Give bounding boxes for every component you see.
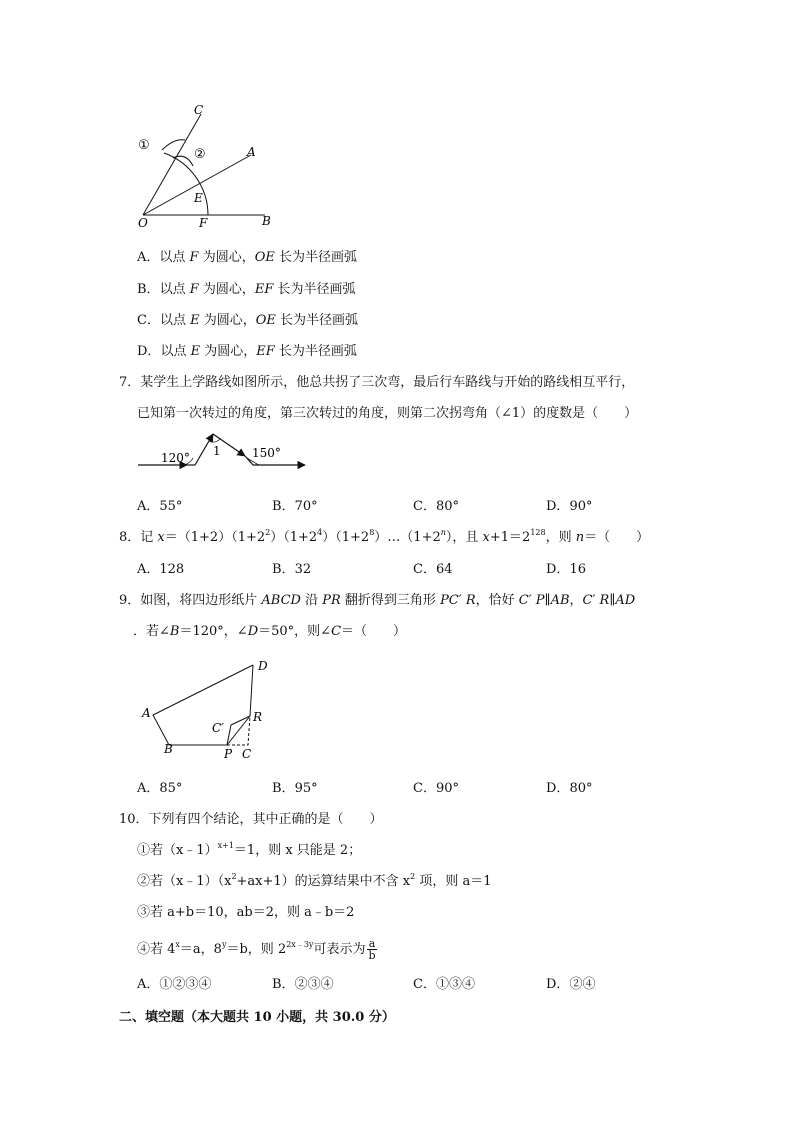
label-f: F — [199, 216, 208, 230]
q6-figure — [130, 100, 280, 230]
q9-option-c: C．90° — [413, 781, 459, 796]
q9-option-a: A．85° — [137, 781, 183, 796]
q7-figure — [135, 428, 315, 480]
label-a: A — [142, 706, 151, 720]
q8-option-d: D．16 — [546, 562, 586, 577]
label-cp: C′ — [212, 721, 224, 735]
q6-option-a: A．以点 F 为圆心，OE 长为半径画弧 — [137, 250, 357, 265]
q7-stem-line1: 7．某学生上学路线如图所示，他总共拐了三次弯，最后行车路线与开始的路线相互平行， — [119, 375, 635, 390]
side-dr — [250, 665, 253, 716]
label-b: B — [262, 214, 271, 228]
side-cpr — [231, 716, 250, 725]
q8-stem: 8．记 $x=(1+2)(1+2^2)(1+2^4)(1+2^8)\dots(1+2^n)$，且 $x+1=2^{128}$，则 n＝（ ） — [119, 528, 650, 545]
label-a: A — [247, 145, 256, 159]
fraction-a-over-b: $\frac{a}{b}$ — [368, 937, 376, 962]
q8-option-a: A．128 — [137, 562, 185, 577]
q10-option-a: A．①②③④ — [137, 977, 212, 992]
q8-option-b: B．32 — [272, 562, 312, 577]
q10-statement-4: ④若 $4^x=a$，$8^y=b$，则 $2^{2x﹣3y}$可表示为 $\frac{a}{b}$ — [137, 937, 376, 962]
path-segment-2 — [195, 434, 213, 465]
label-e: E — [194, 191, 203, 205]
label-c: C — [242, 747, 252, 761]
section-title: 二、填空题（本大题共 10 小题，共 30.0 分） — [119, 1010, 395, 1025]
q10-statement-2: ②若$(x﹣1)(x^2+ax+1)$的运算结果中不含 $x^2$ 项，则 a＝1 — [137, 872, 492, 889]
label-d: D — [258, 659, 268, 673]
q9-stem-line1: 9．如图，将四边形纸片 ABCD 沿 PR 翻折得到三角形 PC′ R，恰好 C′ P∥AB，C′ R∥AD — [119, 593, 636, 608]
label-120: 120° — [161, 451, 190, 465]
label-150: 150° — [252, 446, 281, 460]
label-arc1: ① — [138, 138, 150, 153]
q10-option-b: B．②③④ — [272, 977, 334, 992]
q9-stem-line2: ．若∠B＝120°，∠D＝50°，则∠C＝（ ） — [133, 624, 407, 639]
q10-option-d: D．②④ — [546, 977, 596, 992]
q9-figure — [135, 655, 285, 767]
ray-oa — [143, 155, 251, 215]
q7-option-b: B．70° — [272, 499, 318, 514]
label-p: P — [224, 747, 233, 761]
angle-arc-1 — [209, 439, 220, 442]
q9-option-b: B．95° — [272, 781, 318, 796]
label-c: C — [194, 103, 204, 117]
q9-option-d: D．80° — [546, 781, 593, 796]
label-o: O — [138, 216, 148, 230]
q7-option-c: C．80° — [413, 499, 459, 514]
q8-option-c: C．64 — [413, 562, 453, 577]
label-1: 1 — [213, 444, 221, 458]
q7-option-d: D．90° — [546, 499, 593, 514]
label-b: B — [164, 742, 173, 756]
q10-statement-3: ③若 a+b＝10，ab＝2，则 a﹣b＝2 — [137, 905, 355, 920]
q10-option-c: C．①③④ — [413, 977, 475, 992]
q10-stem: 10．下列有四个结论，其中正确的是（ ） — [119, 812, 383, 827]
q6-option-b: B．以点 F 为圆心，EF 长为半径画弧 — [137, 282, 356, 297]
label-r: R — [253, 710, 263, 724]
q6-option-d: D．以点 E 为圆心，EF 长为半径画弧 — [137, 344, 357, 359]
label-arc2: ② — [194, 147, 206, 162]
quad-outline — [153, 665, 253, 745]
q6-option-c: C．以点 E 为圆心，OE 长为半径画弧 — [137, 313, 359, 328]
arc-main — [164, 153, 208, 215]
q7-option-a: A．55° — [137, 499, 183, 514]
q7-stem-line2: 已知第一次转过的角度，第三次转过的角度，则第二次拐弯角（∠1）的度数是（ ） — [137, 406, 638, 421]
q10-statement-1: ①若（x﹣1）$^{x+1}$＝1，则 x 只能是 2； — [137, 841, 362, 858]
fold-pr — [227, 716, 250, 745]
